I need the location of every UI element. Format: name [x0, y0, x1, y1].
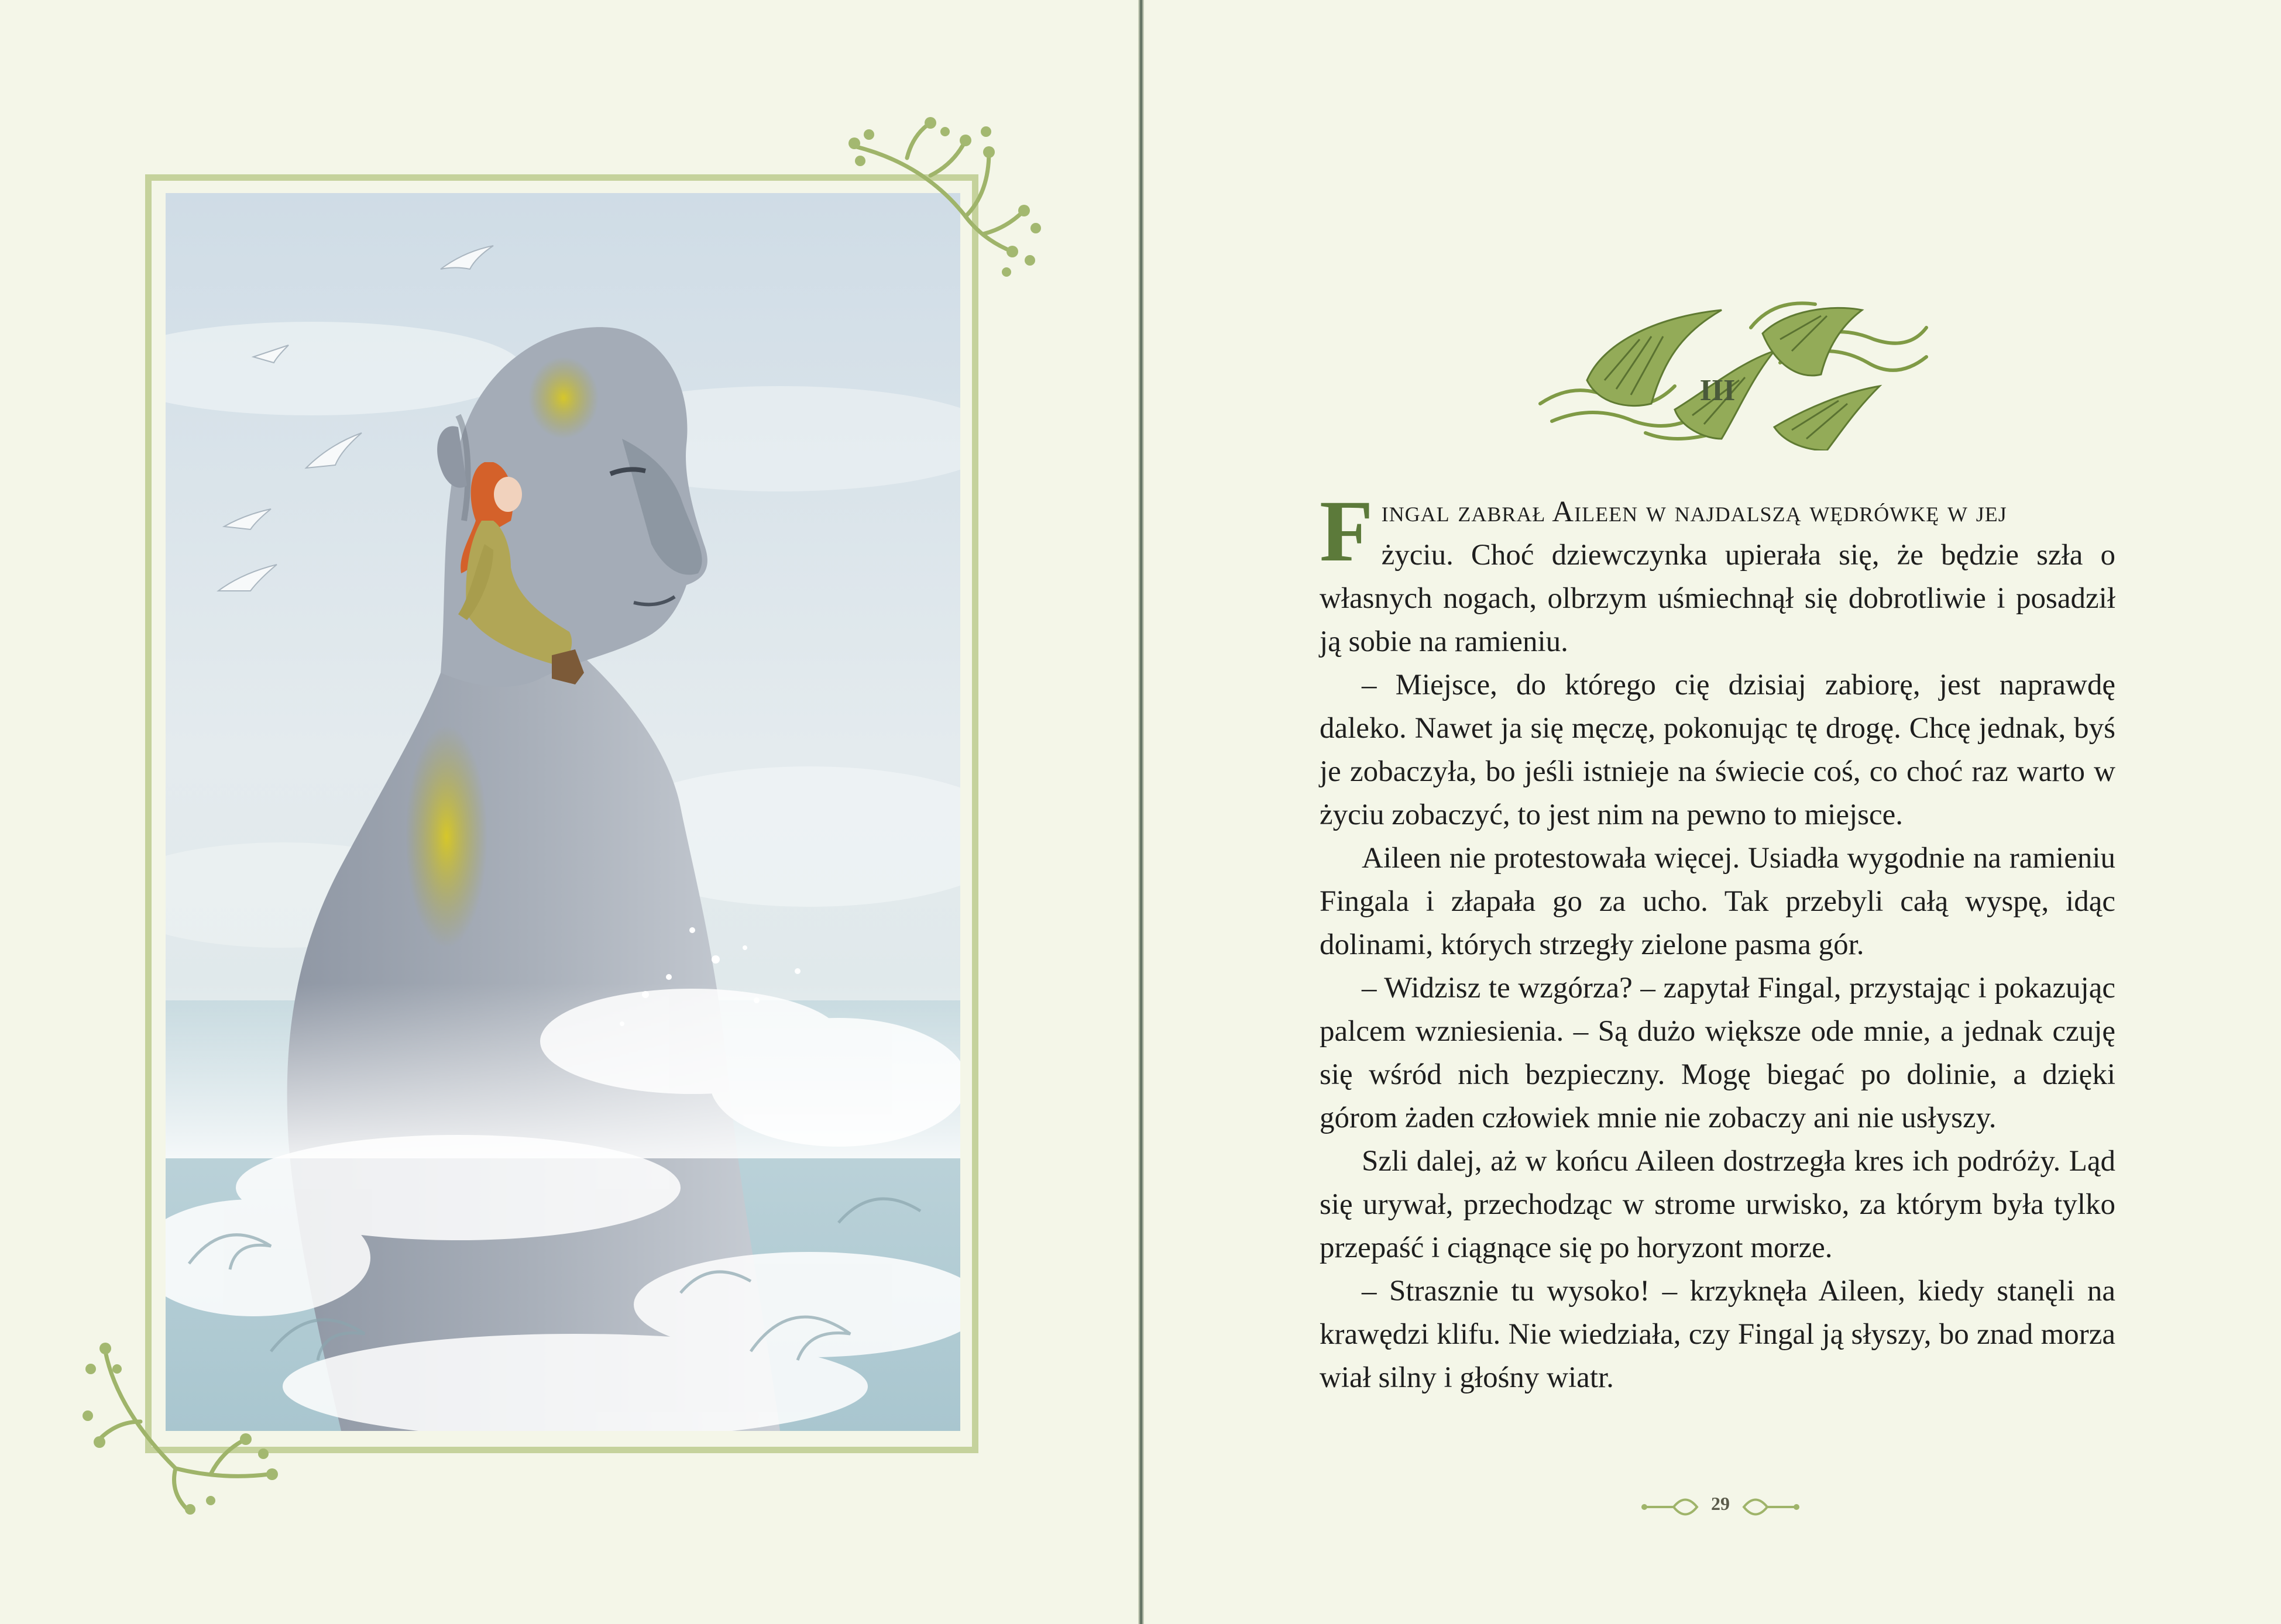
paragraph-4: – Widzisz te wzgórza? – zapytał Fingal, przystając i pokazując palcem wzniesienia. – Są dużo większe ode mnie, a jednak czuję się wśród nich bezpieczny. Mogę biegać po dolinie, a dzięki górom żaden człowiek mnie nie zobaczy ani nie usłyszy. — [1320, 972, 2115, 1134]
top-right-sprig-ornament — [837, 111, 1047, 287]
paragraph-5: Szli dalej, aż w końcu Aileen dostrzegła kres ich podróży. Ląd się urywał, przechodząc w strome urwisko, za którym była tylko przepaść i ciągnące się po horyzont morze. — [1320, 1145, 2115, 1264]
book-gutter — [1138, 0, 1144, 1624]
chapter-number: III — [1699, 374, 1736, 407]
opening-small-caps: ingal zabrał Aileen w najdalszą wędrówkę w jej — [1381, 496, 2007, 528]
page-folio — [1638, 1486, 1802, 1527]
bottom-left-sprig-ornament — [76, 1328, 287, 1515]
giant-and-girl-illustration — [166, 193, 960, 1431]
page-number: 29 — [1711, 1493, 1730, 1514]
drop-cap: F — [1320, 483, 1373, 580]
paragraph-3: Aileen nie protestowała więcej. Usiadła wygodnie na ramieniu Fingala i złapała go za ucho. Tak przebyli całą wyspę, idąc dolinami, których strzegły zielone pasma gór. — [1320, 842, 2115, 961]
chapter-body-text — [1320, 483, 2115, 1399]
paragraph-1: życiu. Choć dziewczynka upierała się, że będzie szła o własnych nogach, olbrzym uśmiechnął się dobrotliwie i posadził ją sobie na ramieniu. — [1320, 539, 2115, 658]
opening-paragraph — [1320, 483, 2115, 663]
paragraph-6: – Strasznie tu wysoko! – krzyknęła Aileen, kiedy stanęli na krawędzi klifu. Nie wiedziała, czy Fingal ją słyszy, bo znad morza wiał silny i głośny wiatr. — [1320, 1275, 2115, 1394]
seashell-chapter-emblem — [1528, 293, 1932, 450]
paragraph-2: – Miejsce, do którego cię dzisiaj zabiorę, jest naprawdę daleko. Nawet ja się męczę, pokonując tę drogę. Chcę jednak, byś je zobaczyła, bo jeśli istnieje na świecie coś, co choć raz warto w życiu zobaczyć, to jest nim na pewno to miejsce. — [1320, 669, 2115, 831]
